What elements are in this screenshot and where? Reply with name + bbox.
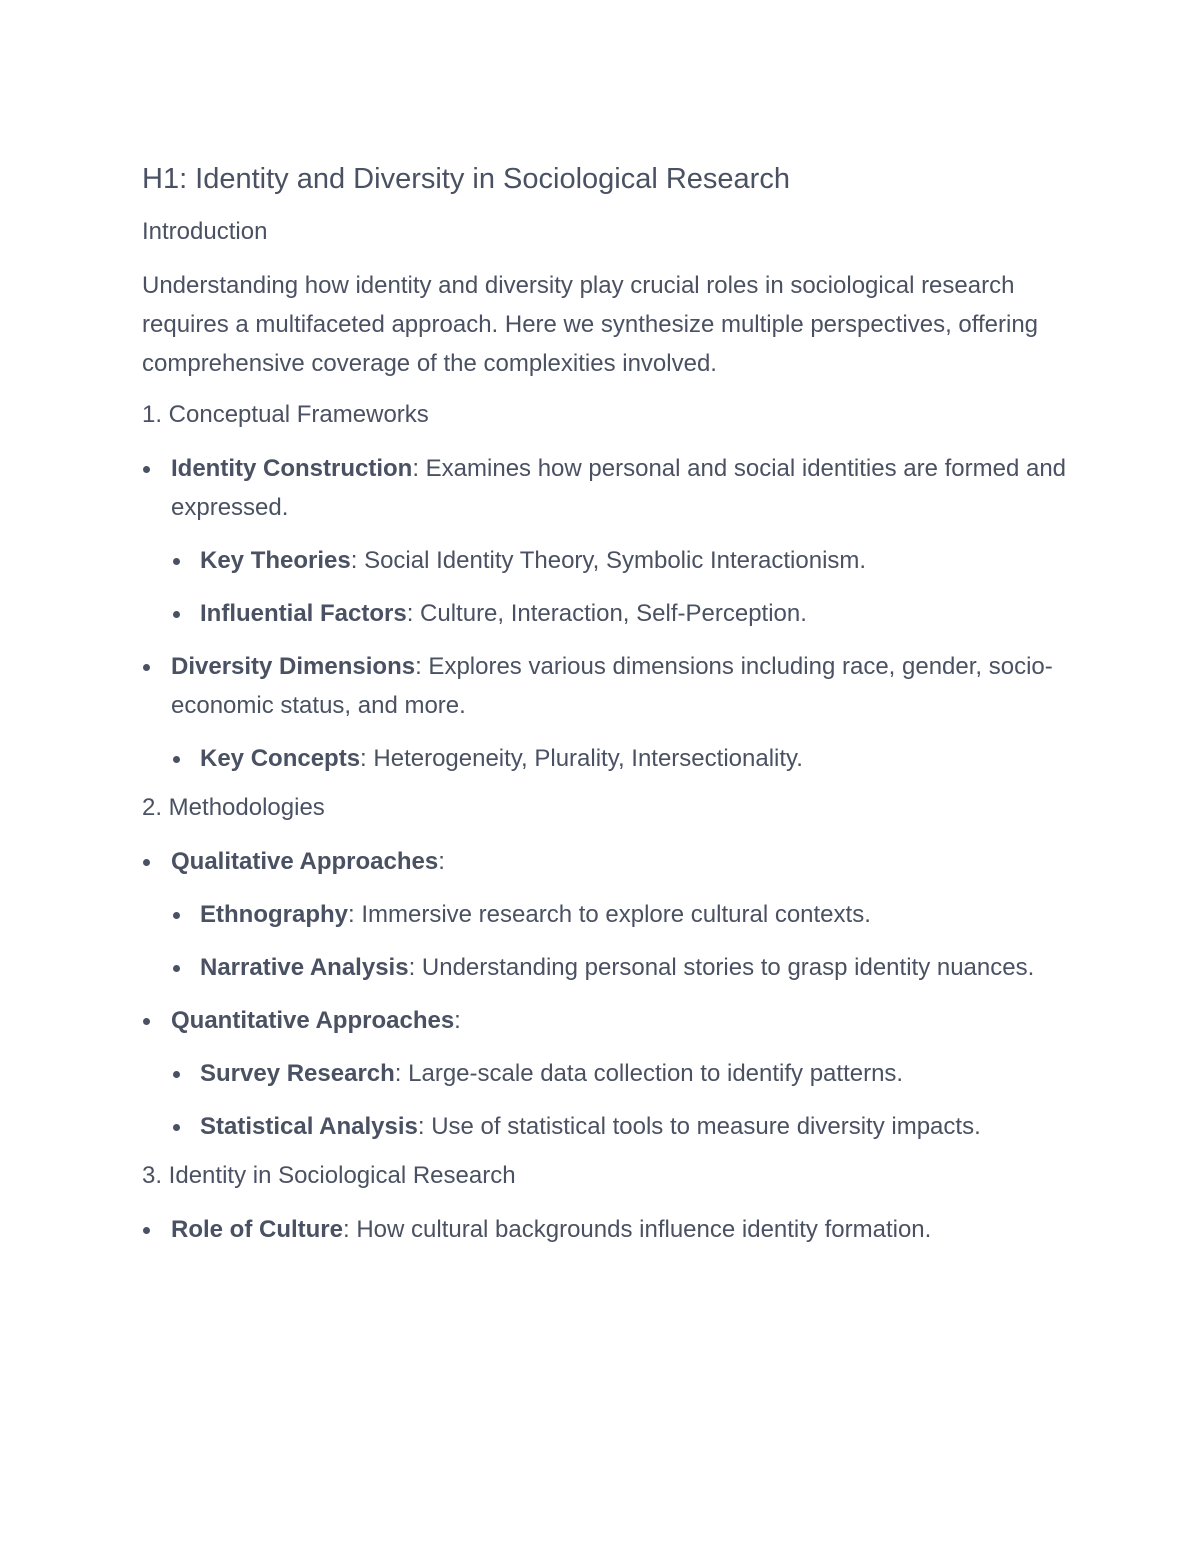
intro-label: Introduction (142, 218, 268, 245)
item-term: Key Theories (200, 547, 351, 574)
item-term: Quantitative Approaches (171, 1007, 455, 1034)
bullet-list (142, 842, 1072, 1146)
item-desc: : (454, 1007, 461, 1034)
sub-list (171, 1054, 1072, 1146)
item-desc: : Immersive research to explore cultural contexts. (348, 901, 871, 928)
sub-list-item (171, 948, 1072, 987)
item-desc: : Use of statistical tools to measure diversity impacts. (417, 1113, 981, 1140)
bullet-icon (173, 1124, 180, 1131)
item-desc: : Culture, Interaction, Self-Perception. (406, 600, 807, 627)
list-item (142, 1001, 1072, 1146)
bullet-icon (173, 611, 180, 618)
sub-list-item (171, 541, 1072, 580)
list-item (142, 1210, 1072, 1249)
sub-list (171, 739, 1072, 778)
section-heading: 2. Methodologies (142, 794, 325, 821)
document-page (142, 160, 1072, 1263)
sub-list-item (171, 1107, 1072, 1146)
bullet-icon (143, 1227, 150, 1234)
item-term: Key Concepts (200, 745, 361, 772)
bullet-icon (173, 756, 180, 763)
section-heading: 3. Identity in Sociological Research (142, 1162, 516, 1189)
item-term: Diversity Dimensions (171, 653, 416, 680)
item-desc: : Examines how personal and social identities are formed and expressed. (171, 455, 1067, 521)
sub-list-item (171, 1054, 1072, 1093)
item-term: Role of Culture (171, 1216, 343, 1243)
item-term: Statistical Analysis (200, 1113, 418, 1140)
item-term: Narrative Analysis (200, 954, 409, 981)
item-desc: : Explores various dimensions including race, gender, socio-economic status, and more. (171, 653, 1053, 719)
sub-list-item (171, 895, 1072, 934)
intro-paragraph: Understanding how identity and diversity play crucial roles in sociological research requires a multifaceted approach. Here we synthesize multiple perspectives, offering comprehensive coverage of the complexities involved. (142, 272, 1039, 377)
item-term: Survey Research (200, 1060, 395, 1087)
list-item (142, 842, 1072, 987)
item-desc: : Social Identity Theory, Symbolic Interactionism. (350, 547, 867, 574)
bullet-icon (143, 664, 150, 671)
bullet-icon (173, 912, 180, 919)
item-desc: : (438, 848, 445, 875)
item-term: Influential Factors (200, 600, 407, 627)
document-title: H1: Identity and Diversity in Sociological Research (142, 163, 790, 195)
bullet-icon (143, 466, 150, 473)
bullet-icon (173, 965, 180, 972)
item-desc: : Understanding personal stories to grasp identity nuances. (408, 954, 1035, 981)
item-term: Ethnography (200, 901, 348, 928)
bullet-icon (173, 558, 180, 565)
bullet-icon (173, 1071, 180, 1078)
sub-list (171, 541, 1072, 633)
item-term: Identity Construction (171, 455, 413, 482)
item-desc: : How cultural backgrounds influence identity formation. (343, 1216, 932, 1243)
sub-list (171, 895, 1072, 987)
list-item (142, 647, 1072, 778)
item-desc: : Large-scale data collection to identify patterns. (394, 1060, 904, 1087)
item-desc: : Heterogeneity, Plurality, Intersectionality. (360, 745, 803, 772)
bullet-list (142, 1210, 1072, 1249)
sub-list-item (171, 594, 1072, 633)
bullet-icon (143, 859, 150, 866)
bullet-list (142, 449, 1072, 778)
sub-list-item (171, 739, 1072, 778)
bullet-icon (143, 1018, 150, 1025)
list-item (142, 449, 1072, 633)
item-term: Qualitative Approaches (171, 848, 439, 875)
section-heading: 1. Conceptual Frameworks (142, 401, 429, 428)
